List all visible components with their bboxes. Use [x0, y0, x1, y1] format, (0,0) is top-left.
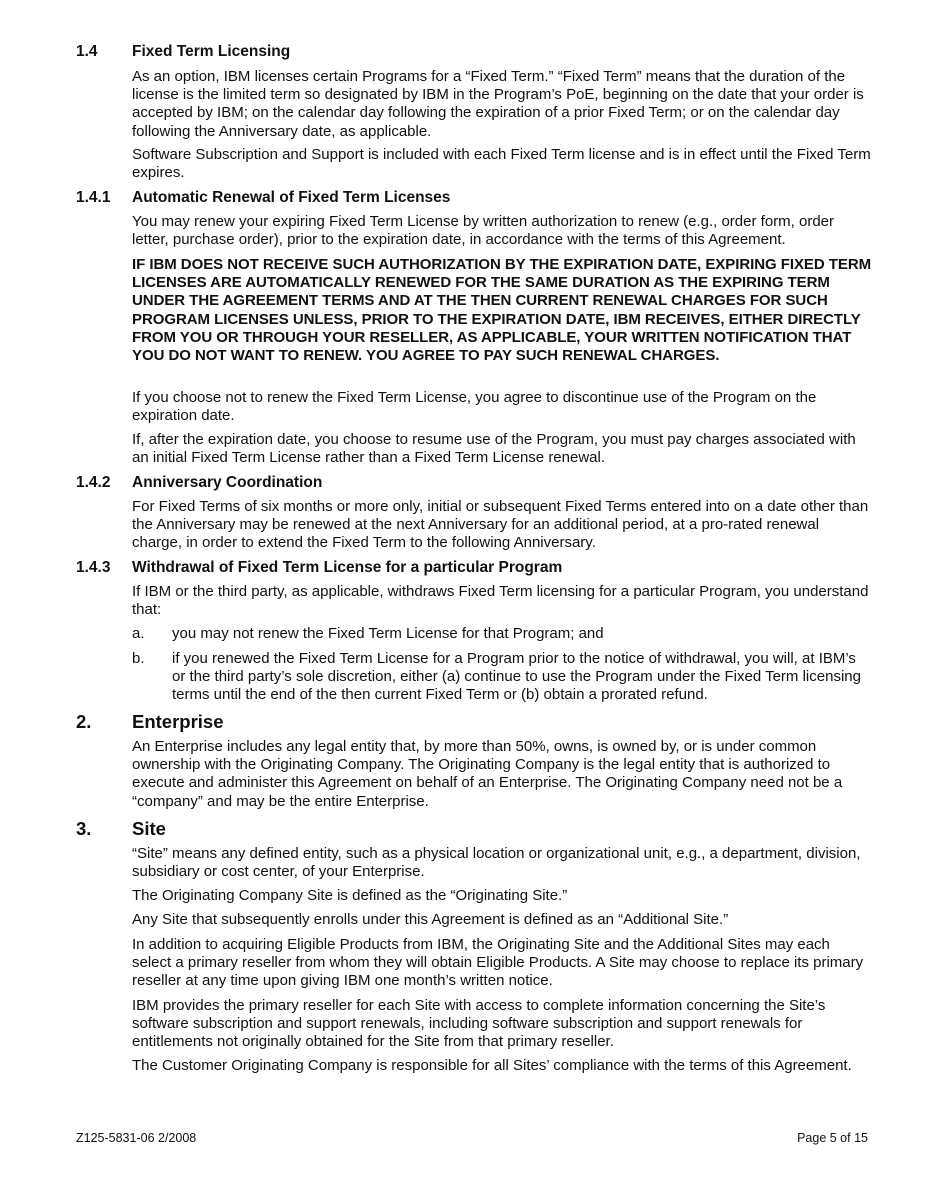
footer-page-number: Page 5 of 15	[797, 1131, 868, 1145]
footer-doc-id: Z125-5831-06 2/2008	[76, 1131, 197, 1145]
paragraph: The Originating Company Site is defined as the “Originating Site.”	[132, 887, 568, 904]
paragraph: For Fixed Terms of six months or more only, initial or subsequent Fixed Terms entered into on a date other than the Anniversary may be renewed at the next Anniversary for an additional period, at a pro-rated renewal charge, in order to extend the Fixed Term to the following Anniversary.	[132, 498, 869, 552]
paragraph: Any Site that subsequently enrolls under this Agreement is defined as an “Additional Site.”	[132, 911, 729, 928]
section-title: Enterprise	[132, 711, 224, 732]
paragraph: The Customer Originating Company is responsible for all Sites’ compliance with the terms of this Agreement.	[132, 1057, 852, 1074]
paragraph: If IBM or the third party, as applicable, withdraws Fixed Term licensing for a particular Program, you understand that:	[132, 583, 869, 619]
section-number: 1.4.3	[76, 559, 111, 576]
section-title: Automatic Renewal of Fixed Term Licenses	[132, 189, 451, 206]
section-number: 1.4	[76, 43, 98, 60]
paragraph: If, after the expiration date, you choose to resume use of the Program, you must pay charges associated with an initial Fixed Term License rather than a Fixed Term License renewal.	[132, 431, 856, 467]
list-item-label: b.	[132, 650, 145, 667]
list-item-label: a.	[132, 625, 145, 642]
paragraph-notice: IF IBM DOES NOT RECEIVE SUCH AUTHORIZATION BY THE EXPIRATION DATE, EXPIRING FIXED TERM LICENSES ARE AUTOMATICALLY RENEWED FOR THE SAME DURATION AS THE EXPIRING TERM UNDER THE AGREEMENT TERMS AND AT THE THEN CURRENT RENEWAL CHARGES FOR SUCH PROGRAM LICENSES UNLESS, PRIOR TO THE EXPIRATION DATE, IBM RECEIVES, EITHER DIRECTLY FROM YOU OR THROUGH YOUR RESELLER, AS APPLICABLE, YOUR WRITTEN NOTIFICATION THAT YOU DO NOT WANT TO RENEW. YOU AGREE TO PAY SUCH RENEWAL CHARGES.	[132, 256, 872, 365]
paragraph: Software Subscription and Support is included with each Fixed Term license and is in effect until the Fixed Term expires.	[132, 146, 871, 182]
section-title: Site	[132, 818, 166, 839]
section-title: Withdrawal of Fixed Term License for a particular Program	[132, 559, 563, 576]
section-number: 1.4.1	[76, 189, 111, 206]
paragraph: You may renew your expiring Fixed Term License by written authorization to renew (e.g., order form, order letter, purchase order), prior to the expiration date, in accordance with the terms of this Agreement.	[132, 213, 834, 249]
section-number: 2.	[76, 711, 92, 732]
paragraph: IBM provides the primary reseller for each Site with access to complete information concerning the Site’s software subscription and support renewals, including software subscription and support renewals for entitlements not originally obtained for the Site from that primary reseller.	[132, 997, 826, 1051]
section-title: Fixed Term Licensing	[132, 43, 291, 60]
section-title: Anniversary Coordination	[132, 474, 323, 491]
paragraph: “Site” means any defined entity, such as a physical location or organizational unit, e.g., a department, division, subsidiary or cost center, of your Enterprise.	[132, 845, 861, 881]
section-number: 1.4.2	[76, 474, 111, 491]
paragraph: As an option, IBM licenses certain Programs for a “Fixed Term.” “Fixed Term” means that the duration of the license is the limited term so designated by IBM in the Program’s PoE, beginning on the date that your order is accepted by IBM; on the calendar day following the expiration of a prior Fixed Term; or on the calendar day following the Anniversary date, as applicable.	[132, 68, 864, 140]
section-number: 3.	[76, 818, 92, 839]
paragraph: If you choose not to renew the Fixed Term License, you agree to discontinue use of the Program on the expiration date.	[132, 389, 817, 425]
list-item-text: you may not renew the Fixed Term License for that Program; and	[172, 625, 604, 642]
paragraph: In addition to acquiring Eligible Products from IBM, the Originating Site and the Additional Sites may each select a primary reseller from whom they will obtain Eligible Products. A Site may choose to replace its primary reseller at any time upon giving IBM one month’s written notice.	[132, 936, 864, 990]
paragraph: An Enterprise includes any legal entity that, by more than 50%, owns, is owned by, or is under common ownership with the Originating Company. The Originating Company is the legal entity that is authorized to execute and administer this Agreement on behalf of an Enterprise. The Originating Company need not be a “company” and may be the entire Enterprise.	[132, 738, 843, 810]
list-item-text: if you renewed the Fixed Term License for a Program prior to the notice of withdrawal, you will, at IBM’s or the third party’s sole discretion, either (a) continue to use the Program under the Fixed Term licensing terms until the end of the then current Fixed Term or (b) obtain a prorated refund.	[172, 650, 861, 704]
